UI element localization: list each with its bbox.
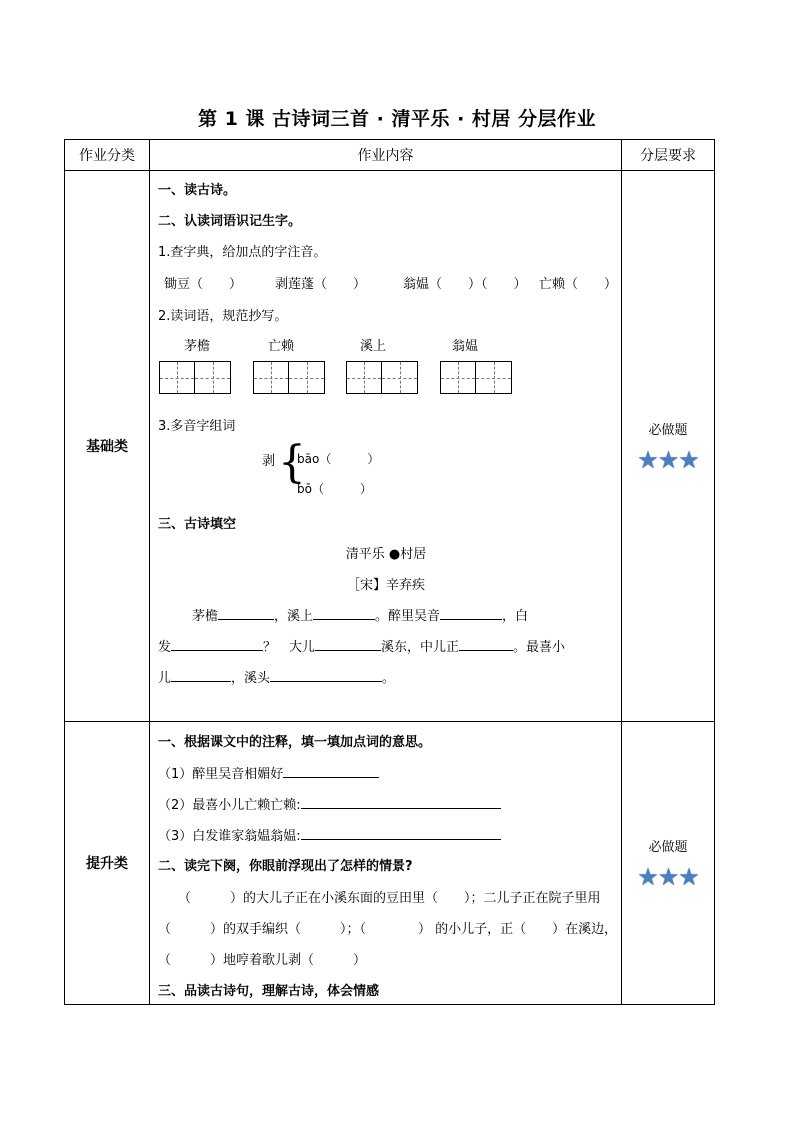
section-fill-poem: 三、古诗填空: [158, 517, 237, 532]
section-appreciate: 三、品读古诗句，理解古诗，体会情感: [158, 984, 380, 999]
polyphone-reading-1: bāo（ ）: [297, 452, 380, 466]
advanced-content: [150, 722, 622, 1005]
fill-line-2: [158, 636, 565, 655]
copy-word-1: 茅檐: [184, 339, 211, 354]
pinyin-item-3: 翁媪（ ）（ ）: [403, 277, 527, 292]
fill-text: 发: [158, 640, 172, 655]
annotation-item-1: [158, 763, 379, 782]
fill-line-1: [192, 605, 528, 624]
fill-text: ？ 大儿: [263, 640, 316, 655]
copy-word-2: 亡赖: [268, 339, 295, 354]
star-rating-icon: ★★★: [637, 445, 699, 474]
annotation-item-2: [158, 794, 501, 813]
scene-line-2: （ ）的双手编织（ ）；（ ） 的小儿子，正（ ）在溪边，: [158, 922, 618, 937]
annotation-text: （3）白发谁家翁媪翁媪:: [158, 829, 301, 844]
basic-row: [65, 171, 715, 722]
fill-text: 。最喜小: [513, 640, 566, 655]
blank[interactable]: [218, 605, 274, 620]
fill-text: ，溪头: [231, 671, 271, 686]
basic-content: [150, 171, 622, 722]
polyphone-reading-2: bō（ ）: [297, 482, 372, 496]
section-annotation: 一、根据课文中的注释，填一填加点词的意思。: [158, 735, 432, 750]
page-title: 第 1 课 古诗词三首 · 清平乐 · 村居 分层作业: [197, 108, 597, 130]
pinyin-item-2: 剥莲蓬（ ）: [275, 277, 367, 292]
blank[interactable]: [315, 636, 381, 651]
polyphone-char: 剥: [262, 454, 276, 469]
fill-text: ，白: [502, 609, 529, 624]
requirement-label: 必做题: [648, 839, 688, 855]
requirement-label: 必做题: [648, 422, 688, 438]
question-pinyin: 1.查字典，给加点的字注音。: [158, 245, 327, 260]
writing-grid-2[interactable]: [253, 361, 325, 394]
scene-line-1: （ ）的大儿子正在小溪东面的豆田里（ ）；二儿子正在院子里用: [178, 891, 601, 906]
advanced-category: 提升类: [65, 722, 150, 1005]
copy-word-4: 翁媪: [452, 339, 479, 354]
scene-line-3: （ ）地哼着歌儿剥（ ）: [158, 953, 367, 968]
fill-text: 溪东，中儿正: [381, 640, 460, 655]
writing-grid-1[interactable]: [159, 361, 231, 394]
homework-table: [64, 139, 715, 1005]
brace-icon: {: [278, 437, 306, 488]
pinyin-item-4: 亡赖（ ）: [539, 277, 618, 292]
header-content: 作业内容: [150, 140, 622, 171]
blank[interactable]: [283, 763, 379, 778]
fill-text: 儿: [158, 671, 172, 686]
pinyin-item-1: 锄豆（ ）: [164, 277, 243, 292]
poem-author: ［宋】辛弃疾: [346, 578, 425, 593]
poem-title: 清平乐 ●村居: [345, 547, 427, 562]
advanced-row: [65, 722, 715, 1005]
basic-requirement: [622, 171, 715, 722]
section-read-poem: 一、读古诗。: [158, 183, 237, 198]
question-polyphone: 3.多音字组词: [158, 419, 236, 434]
star-rating-icon: ★★★: [637, 862, 699, 891]
annotation-text: （1）醉里吴音相媚好: [158, 767, 284, 782]
annotation-item-3: [158, 825, 501, 844]
blank[interactable]: [171, 636, 263, 651]
section-scene: 二、读完下阕，你眼前浮现出了怎样的情景?: [158, 859, 413, 874]
blank[interactable]: [301, 794, 501, 809]
writing-grid-3[interactable]: [346, 361, 418, 394]
question-copy: 2.读词语，规范抄写。: [158, 309, 288, 324]
writing-grid-4[interactable]: [440, 361, 512, 394]
annotation-text: （2）最喜小儿亡赖亡赖:: [158, 798, 301, 813]
fill-text: ，溪上: [274, 609, 314, 624]
fill-text: 。醉里吴音: [375, 609, 441, 624]
fill-line-3: [158, 667, 395, 686]
section-words: 二、认读词语识记生字。: [158, 214, 302, 229]
blank[interactable]: [313, 605, 375, 620]
copy-word-3: 溪上: [360, 339, 387, 354]
fill-text: 茅檐: [192, 609, 219, 624]
header-requirement: 分层要求: [622, 140, 715, 171]
blank[interactable]: [301, 825, 501, 840]
table-header-row: [65, 140, 715, 171]
header-category: 作业分类: [65, 140, 150, 171]
blank[interactable]: [440, 605, 502, 620]
blank[interactable]: [459, 636, 513, 651]
blank[interactable]: [171, 667, 231, 682]
basic-category: 基础类: [65, 171, 150, 722]
fill-text: 。: [382, 671, 396, 686]
blank[interactable]: [270, 667, 382, 682]
advanced-requirement: [622, 722, 715, 1005]
